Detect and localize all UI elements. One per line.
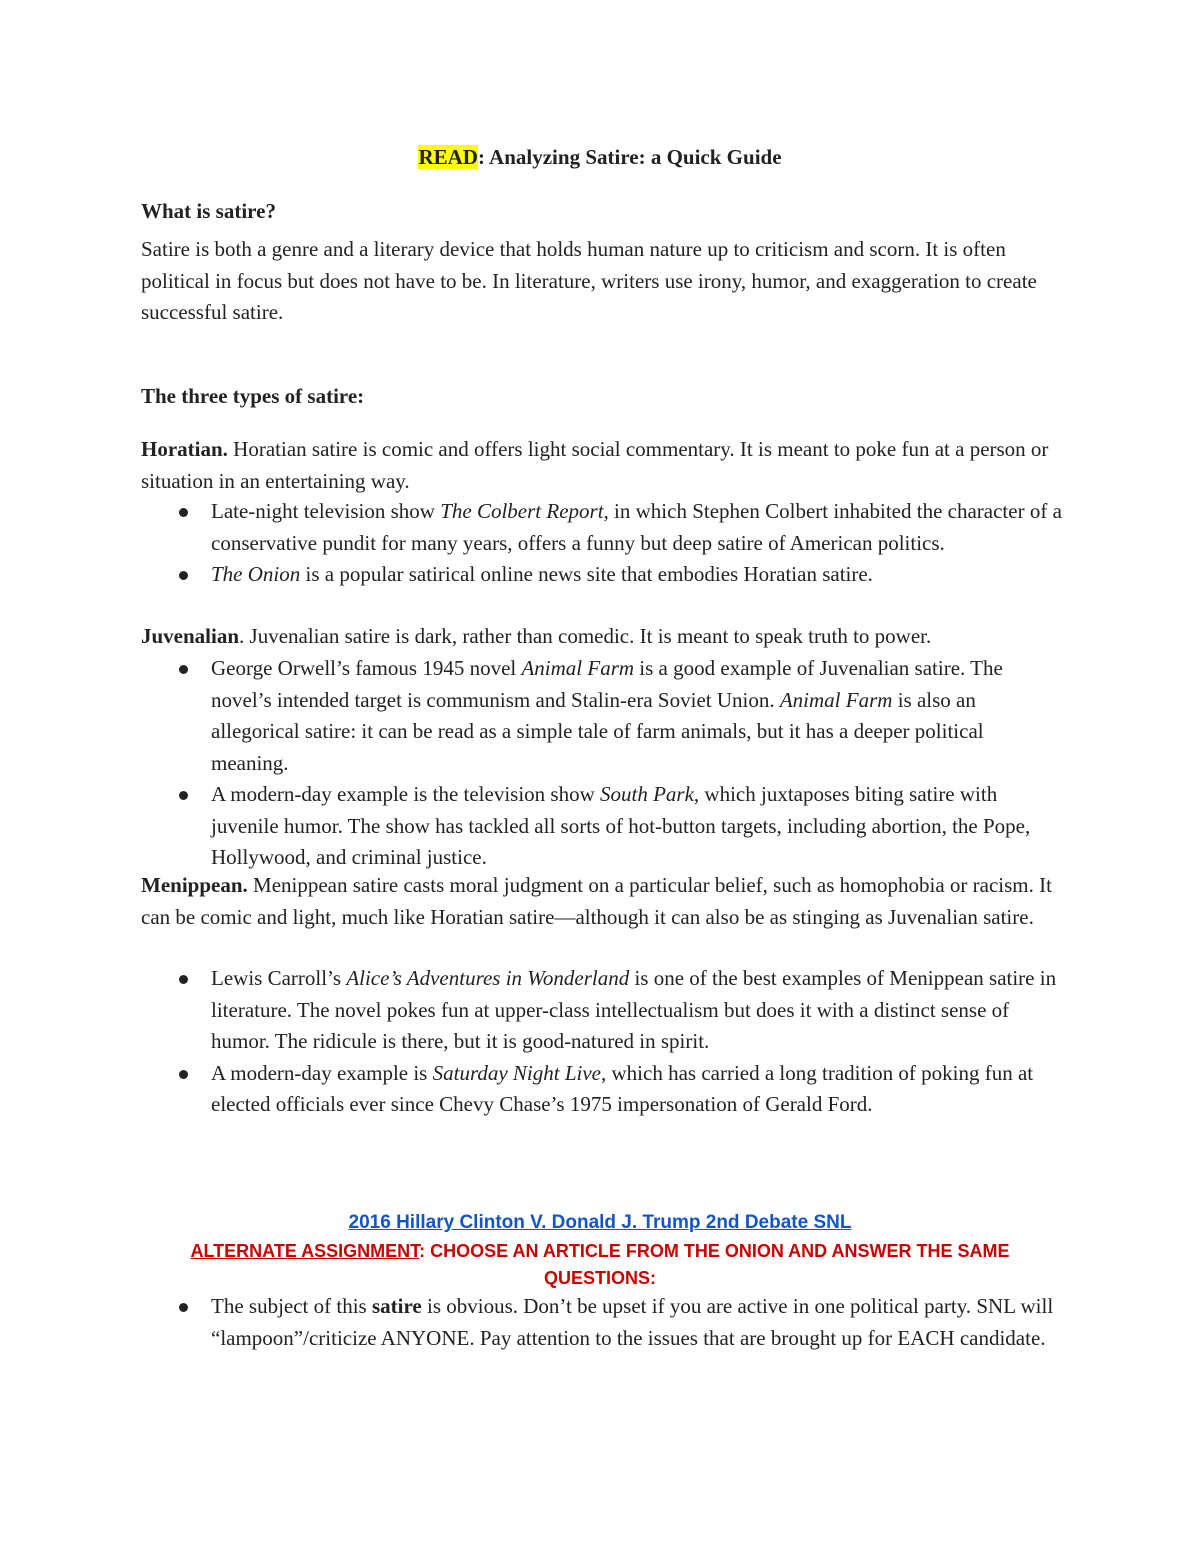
text: , which has carried a long tradition of poking fun at elected officials ever since Chevy Chase’s 1975 impersonation of Gerald Ford. (211, 1060, 1034, 1116)
juvenalian-paragraph (141, 621, 1066, 653)
horatian-desc: Horatian satire is comic and offers light social commentary. It is meant to poke fun at a person or situation in an entertaining way. (141, 437, 1049, 493)
book-title: Animal Farm (521, 656, 635, 680)
bullet-icon (179, 1303, 188, 1312)
list-item (141, 1058, 1066, 1121)
alternate-text: : CHOOSE AN ARTICLE FROM THE ONION AND ANSWER THE SAME QUESTIONS: (419, 1241, 1010, 1288)
show-title: The Colbert Report (440, 499, 604, 523)
snl-video-link[interactable]: 2016 Hillary Clinton V. Donald J. Trump 2nd Debate SNL (348, 1212, 852, 1233)
text: Lewis Carroll’s (211, 966, 347, 990)
text: Late-night television show (211, 499, 441, 523)
horatian-term: Horatian. (141, 437, 228, 461)
what-is-paragraph (141, 234, 1066, 329)
book-title: Animal Farm (779, 687, 893, 712)
text: The subject of this (211, 1294, 372, 1318)
text: is one of the best examples of Menippean satire in literature. The novel pokes fun at upper-class intellectualism but does it with a distinct sense of humor. The ridicule is there, but it is good-natured in spirit. (211, 966, 1057, 1053)
bullet-icon (179, 665, 188, 674)
read-label: READ (418, 145, 478, 169)
text: A modern-day example is the television show (211, 782, 601, 806)
text: George Orwell’s famous 1945 novel (211, 656, 522, 680)
site-title: The Onion (211, 562, 301, 586)
list-item (141, 1291, 1066, 1354)
bullet-icon (179, 571, 188, 580)
what-is-body: Satire is both a genre and a literary device that holds human nature up to criticism and scorn. It is often political in focus but does not have to be. In literature, writers use irony, humor, and exaggeration to create successful satire. (141, 237, 1037, 324)
list-item (141, 653, 1066, 779)
alternate-label: ALTERNATE ASSIGNMENT (190, 1241, 420, 1261)
horatian-examples (141, 496, 1066, 591)
juvenalian-term: Juvenalian (141, 624, 240, 648)
bullet-icon (179, 1070, 188, 1079)
text: A modern-day example is (211, 1060, 433, 1085)
menippean-desc: Menippean satire casts moral judgment on a particular belief, such as homophobia or racism. It can be comic and light, much like Horatian satire—although it can also be as stinging as Juvenalian satire. (141, 873, 1052, 929)
title-text: : Analyzing Satire: a Quick Guide (477, 145, 782, 169)
menippean-term: Menippean. (141, 873, 248, 897)
show-title: South Park (600, 782, 694, 806)
list-item (141, 963, 1066, 1058)
list-item (141, 496, 1066, 559)
video-link-line (0, 1209, 1200, 1237)
text: , in which Stephen Colbert inhabited the character of a conservative pundit for many years, offers a funny but deep satire of American politics. (211, 499, 1062, 555)
bullet-icon (179, 791, 188, 800)
list-item (141, 779, 1066, 874)
text: is a popular satirical online news site that embodies Horatian satire. (300, 562, 873, 586)
bullet-icon (179, 508, 188, 517)
what-is-heading: What is satire? (141, 199, 276, 223)
juvenalian-desc: . Juvenalian satire is dark, rather than comedic. It is meant to speak truth to power. (239, 624, 932, 648)
satire-emphasis: satire (371, 1294, 422, 1318)
horatian-paragraph (141, 434, 1066, 497)
juvenalian-examples (141, 653, 1066, 874)
list-item (141, 559, 1066, 591)
show-title: Saturday Night Live (432, 1060, 601, 1085)
alternate-assignment (140, 1238, 1060, 1292)
text: is obvious. Don’t be upset if you are active in one political party. SNL will “lampoon”/criticize ANYONE. Pay attention to the issues that are brought up for EACH candidate. (211, 1294, 1054, 1350)
menippean-examples (141, 963, 1066, 1121)
instructions-list (141, 1291, 1066, 1354)
page-title (0, 142, 1200, 172)
book-title: Alice’s Adventures in Wonderland (346, 966, 630, 990)
bullet-icon (179, 975, 188, 984)
text: , which juxtaposes biting satire with juvenile humor. The show has tackled all sorts of hot-button targets, including abortion, the Pope, Hollywood, and criminal justice. (211, 782, 1031, 869)
menippean-paragraph (141, 870, 1066, 933)
text: is also an allegorical satire: it can be read as a simple tale of farm animals, but it has a deeper political meaning. (211, 687, 984, 775)
types-heading: The three types of satire: (141, 384, 365, 408)
text: is a good example of Juvenalian satire. The novel’s intended target is communism and Stalin-era Soviet Union. (211, 656, 1003, 712)
